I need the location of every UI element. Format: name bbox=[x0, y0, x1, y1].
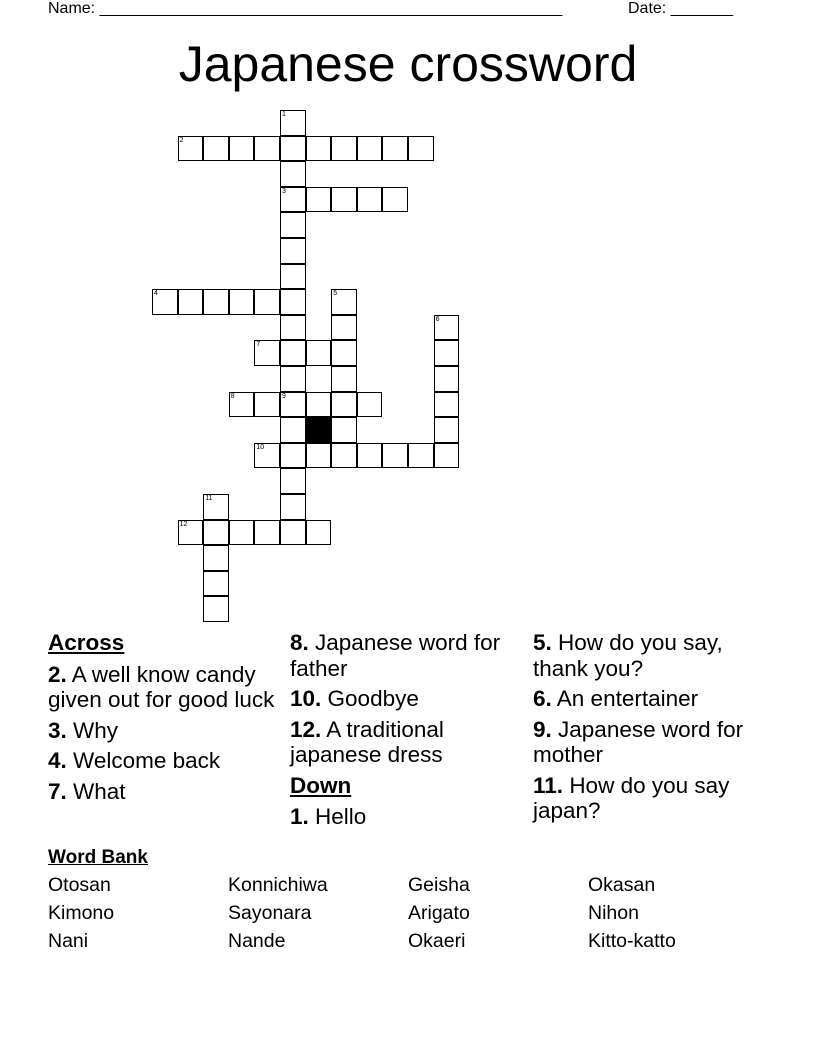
grid-cell[interactable] bbox=[306, 340, 332, 366]
clue-across-2: 2. A well know candy given out for good luck bbox=[48, 661, 275, 712]
clue-number: 12 bbox=[179, 520, 188, 528]
grid-cell[interactable] bbox=[254, 443, 280, 469]
word-bank-item: Kitto-katto bbox=[588, 930, 676, 952]
word-bank-item: Konnichiwa bbox=[228, 874, 328, 896]
grid-cell[interactable] bbox=[280, 443, 306, 469]
clue-across-3: 3. Why bbox=[48, 717, 119, 743]
grid-cell[interactable] bbox=[331, 340, 357, 366]
clue-number: 9 bbox=[282, 392, 286, 400]
word-bank-item: Otosan bbox=[48, 874, 111, 896]
grid-cell[interactable] bbox=[280, 110, 306, 136]
clue-down-11: 11. How do you say japan? bbox=[533, 772, 730, 823]
clue-across-8: 8. Japanese word for father bbox=[290, 630, 501, 681]
grid-cell[interactable] bbox=[434, 340, 460, 366]
grid-cell[interactable] bbox=[382, 443, 408, 469]
grid-cell[interactable] bbox=[357, 187, 383, 213]
grid-cell[interactable] bbox=[280, 468, 306, 494]
grid-cell[interactable] bbox=[331, 289, 357, 315]
grid-cell[interactable] bbox=[434, 366, 460, 392]
grid-cell[interactable] bbox=[254, 136, 280, 162]
clue-across-12: 12. A traditional japanese dress bbox=[290, 716, 444, 767]
grid-cell[interactable] bbox=[229, 289, 255, 315]
word-bank-item: Okasan bbox=[588, 874, 656, 896]
word-bank-title: Word Bank bbox=[48, 847, 148, 868]
clues-column-3 bbox=[533, 630, 769, 829]
grid-cell[interactable] bbox=[331, 136, 357, 162]
grid-cell[interactable] bbox=[178, 136, 204, 162]
grid-cell[interactable] bbox=[331, 315, 357, 341]
grid-cell[interactable] bbox=[254, 520, 280, 546]
clue-number: 10 bbox=[256, 443, 265, 451]
clue-number: 5 bbox=[333, 290, 338, 298]
clue-number: 6 bbox=[435, 315, 440, 323]
grid-cell[interactable] bbox=[254, 340, 280, 366]
black-square bbox=[306, 417, 332, 443]
grid-cell[interactable] bbox=[203, 596, 229, 622]
grid-cell[interactable] bbox=[178, 289, 204, 315]
grid-cell[interactable] bbox=[357, 443, 383, 469]
clue-number: 3 bbox=[282, 187, 286, 195]
grid-cell[interactable] bbox=[254, 392, 280, 418]
grid-cell[interactable] bbox=[331, 417, 357, 443]
grid-cell[interactable] bbox=[229, 520, 255, 546]
grid-cell[interactable] bbox=[434, 417, 460, 443]
grid-cell[interactable] bbox=[331, 443, 357, 469]
clue-number: 4 bbox=[154, 290, 158, 298]
grid-cell[interactable] bbox=[229, 136, 255, 162]
grid-cell[interactable] bbox=[434, 392, 460, 418]
clue-number: 2 bbox=[179, 136, 184, 144]
clue-number: 7 bbox=[256, 341, 261, 349]
grid-cell[interactable] bbox=[254, 289, 280, 315]
clue-across-7: 7. What bbox=[48, 778, 126, 804]
down-heading: Down bbox=[290, 772, 352, 798]
grid-cell[interactable] bbox=[408, 136, 434, 162]
date-line: Date: _______ bbox=[628, 0, 733, 17]
grid-cell[interactable] bbox=[178, 520, 204, 546]
grid-cell[interactable] bbox=[203, 494, 229, 520]
grid-cell[interactable] bbox=[280, 366, 306, 392]
word-bank-item: Sayonara bbox=[228, 902, 312, 924]
clue-down-9: 9. Japanese word for mother bbox=[533, 716, 744, 767]
clue-number: 1 bbox=[282, 111, 286, 118]
grid-cell[interactable] bbox=[203, 545, 229, 571]
clue-number: 11 bbox=[205, 495, 213, 502]
grid-cell[interactable] bbox=[280, 212, 306, 238]
grid-cell[interactable] bbox=[306, 520, 332, 546]
word-bank-item: Okaeri bbox=[408, 930, 466, 952]
grid-cell[interactable] bbox=[280, 187, 306, 213]
grid-cell[interactable] bbox=[306, 392, 332, 418]
grid-cell[interactable] bbox=[382, 187, 408, 213]
clue-down-6: 6. An entertainer bbox=[533, 686, 699, 711]
grid-cell[interactable] bbox=[331, 366, 357, 392]
grid-cell[interactable] bbox=[306, 136, 332, 162]
grid-cell[interactable] bbox=[203, 520, 229, 546]
grid-cell[interactable] bbox=[306, 187, 332, 213]
grid-cell[interactable] bbox=[280, 238, 306, 264]
word-bank-item: Nani bbox=[48, 930, 89, 952]
word-bank bbox=[48, 846, 768, 953]
name-line: Name: ____________________________________________________ bbox=[48, 0, 563, 17]
clue-down-5: 5. How do you say, thank you? bbox=[533, 630, 723, 681]
clues-column-1 bbox=[48, 630, 284, 809]
grid-cell[interactable] bbox=[280, 289, 306, 315]
clue-number: 8 bbox=[230, 392, 235, 400]
grid-cell[interactable] bbox=[280, 264, 306, 290]
clue-across-10: 10. Goodbye bbox=[290, 686, 419, 711]
grid-cell[interactable] bbox=[280, 494, 306, 520]
grid-cell[interactable] bbox=[280, 161, 306, 187]
grid-cell[interactable] bbox=[357, 136, 383, 162]
page-title: Japanese crossword bbox=[178, 36, 638, 92]
word-bank-item: Arigato bbox=[408, 902, 470, 924]
grid-cell[interactable] bbox=[203, 571, 229, 597]
grid-cell[interactable] bbox=[229, 392, 255, 418]
word-bank-item: Nande bbox=[228, 930, 286, 952]
grid-cell[interactable] bbox=[306, 443, 332, 469]
grid-cell[interactable] bbox=[331, 392, 357, 418]
grid-cell[interactable] bbox=[280, 315, 306, 341]
grid-cell[interactable] bbox=[434, 443, 460, 469]
grid-cell[interactable] bbox=[280, 340, 306, 366]
clues-column-2 bbox=[290, 630, 526, 835]
grid-cell[interactable] bbox=[331, 187, 357, 213]
grid-cell[interactable] bbox=[434, 315, 460, 341]
across-heading: Across bbox=[48, 630, 125, 655]
grid-cell[interactable] bbox=[408, 443, 434, 469]
word-bank-list bbox=[48, 874, 768, 953]
grid-cell[interactable] bbox=[152, 289, 178, 315]
clue-across-4: 4. Welcome back bbox=[48, 748, 221, 773]
grid-cell[interactable] bbox=[203, 136, 229, 162]
word-bank-item: Nihon bbox=[588, 902, 639, 924]
grid-cell[interactable] bbox=[280, 520, 306, 546]
clue-down-1: 1. Hello bbox=[290, 804, 367, 829]
grid-cell[interactable] bbox=[280, 136, 306, 162]
grid-cell[interactable] bbox=[203, 289, 229, 315]
grid-cell[interactable] bbox=[280, 417, 306, 443]
word-bank-item: Geisha bbox=[408, 874, 470, 896]
grid-cell[interactable] bbox=[280, 392, 306, 418]
grid-cell[interactable] bbox=[357, 392, 383, 418]
grid-cell[interactable] bbox=[382, 136, 408, 162]
word-bank-item: Kimono bbox=[48, 902, 115, 924]
